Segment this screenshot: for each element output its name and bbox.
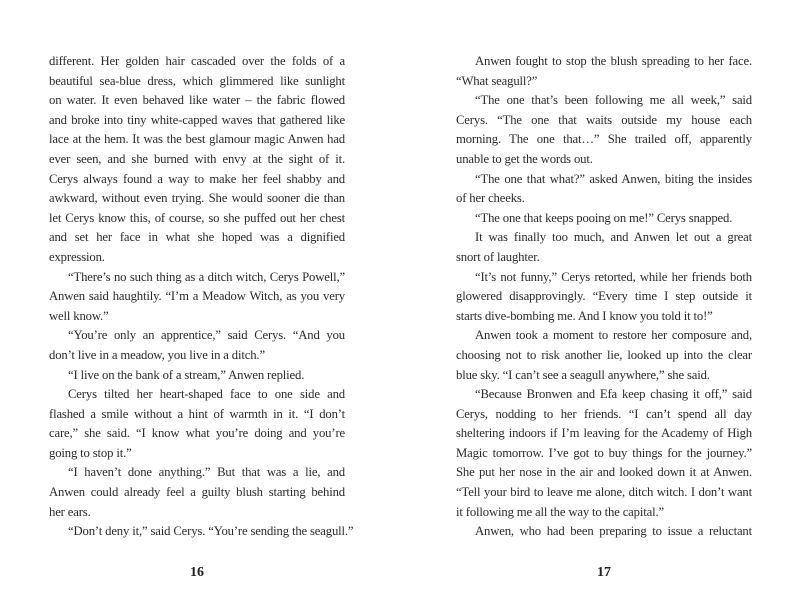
text-line: Cerys tilted her heart-shaped face to one side and	[68, 387, 345, 402]
text-line: Anwen, who had been preparing to issue a reluctant	[475, 524, 752, 539]
text-line: “I live on the bank of a stream,” Anwen replied.	[68, 367, 305, 382]
paragraph	[456, 228, 752, 267]
paragraph	[456, 326, 752, 385]
text-line: Anwen could already feel a guilty blush starting behind	[49, 485, 345, 500]
text-line: don’t live in a meadow, you live in a ditch.”	[49, 347, 265, 362]
text-line: and set her face in what she hoped was a dignified	[49, 230, 345, 245]
text-line: “The one that what?” asked Anwen, biting the insides	[475, 171, 752, 186]
paragraph	[49, 326, 345, 365]
paragraph	[49, 522, 354, 542]
text-line: Anwen fought to stop the blush spreading to her face.	[475, 54, 752, 68]
text-line: “The one that’s been following me all week,” said	[475, 93, 752, 108]
text-line: blue sky. “I can’t see a seagull anywhere,” she said.	[456, 367, 710, 382]
text-line: beautiful sea-blue dress, which glimmered like sunlight	[49, 73, 345, 88]
paragraph	[456, 91, 752, 169]
paragraph	[456, 170, 752, 209]
text-line: Anwen said haughtily. “I’m a Meadow Witch, as you very	[49, 289, 345, 304]
text-line: different. Her golden hair cascaded over the folds of a	[49, 54, 345, 68]
text-line: glowered disapprovingly. “Every time I step outside it	[456, 289, 752, 304]
text-line: Cerys, nodding to her friends. “I can’t spend all day	[456, 406, 752, 421]
text-line: Anwen took a moment to restore her composure and,	[475, 328, 752, 343]
text-line: unable to get the words out.	[456, 151, 593, 166]
right-page	[400, 0, 800, 609]
text-line: flashed a smile without a hint of warmth in it. “I don’t	[49, 406, 345, 421]
text-line: It was finally too much, and Anwen let out a great	[475, 230, 752, 245]
paragraph	[456, 52, 752, 91]
page-number: 16	[190, 565, 204, 580]
paragraph	[456, 522, 752, 542]
paragraph	[49, 385, 345, 463]
text-line: “It’s not funny,” Cerys retorted, while her friends both	[475, 269, 752, 284]
text-line: “You’re only an apprentice,” said Cerys. “And you	[68, 328, 345, 343]
paragraph	[456, 385, 752, 522]
text-line: Cerys. “The one that waits outside my house each	[456, 112, 752, 127]
text-line: and broke into tiny white-capped waves that gathered like	[49, 112, 345, 127]
text-line: let Cerys know this, of course, so she puffed out her chest	[49, 210, 345, 225]
paragraph	[49, 268, 345, 327]
text-line: starts dive-bombing me. And I know you told it to!”	[456, 308, 713, 323]
text-line: “The one that keeps pooing on me!” Cerys snapped.	[475, 210, 733, 225]
text-line: “What seagull?”	[456, 73, 538, 88]
text-line: “Tell your bird to leave me alone, ditch witch. I don’t want	[456, 485, 752, 500]
text-line: “Don’t deny it,” said Cerys. “You’re sending the seagull.”	[68, 524, 354, 539]
text-line: “I haven’t done anything.” But that was a lie, and	[68, 465, 345, 480]
text-line: awkward, without even trying. She would sooner die than	[49, 191, 345, 206]
text-line: expression.	[49, 249, 105, 264]
text-line: snort of laughter.	[456, 249, 540, 264]
text-line: well know.”	[49, 308, 109, 323]
page-number: 17	[597, 565, 611, 580]
text-line: “Because Bronwen and Efa keep chasing it off,” said	[475, 387, 752, 402]
text-line: of her cheeks.	[456, 191, 525, 206]
page-text	[456, 52, 752, 542]
paragraph	[49, 52, 345, 268]
text-line: sheltering indoors if I’m leaving for the Academy of High	[456, 426, 752, 441]
text-line: going to stop it.”	[49, 445, 132, 460]
text-line: morning. The one that…” She trailed off, apparently	[456, 132, 752, 147]
text-line: lace at the hem. It was the best glamour magic Anwen had	[49, 132, 345, 147]
page-text	[49, 52, 354, 542]
paragraph	[49, 463, 345, 522]
paragraph	[49, 366, 345, 386]
text-line: it following me all the way to the capital.”	[456, 504, 664, 519]
text-line: care,” she said. “I know what you’re doing and you’re	[49, 426, 345, 441]
text-line: her ears.	[49, 504, 91, 519]
text-line: choosing not to risk another lie, looked up into the clear	[456, 347, 752, 362]
text-line: She put her nose in the air and looked down it at Anwen.	[456, 465, 752, 480]
text-line: ever seen, and she burned with envy at the sight of it.	[49, 151, 345, 166]
text-line: Magic tomorrow. I’ve got to buy things for the journey.”	[456, 445, 752, 460]
text-line: on water. It even behaved like water – the fabric flowed	[49, 93, 345, 108]
paragraph	[456, 268, 752, 327]
text-line: Cerys always found a way to make her feel shabby and	[49, 171, 345, 186]
text-line: “There’s no such thing as a ditch witch, Cerys Powell,”	[68, 269, 345, 284]
paragraph	[456, 209, 752, 229]
